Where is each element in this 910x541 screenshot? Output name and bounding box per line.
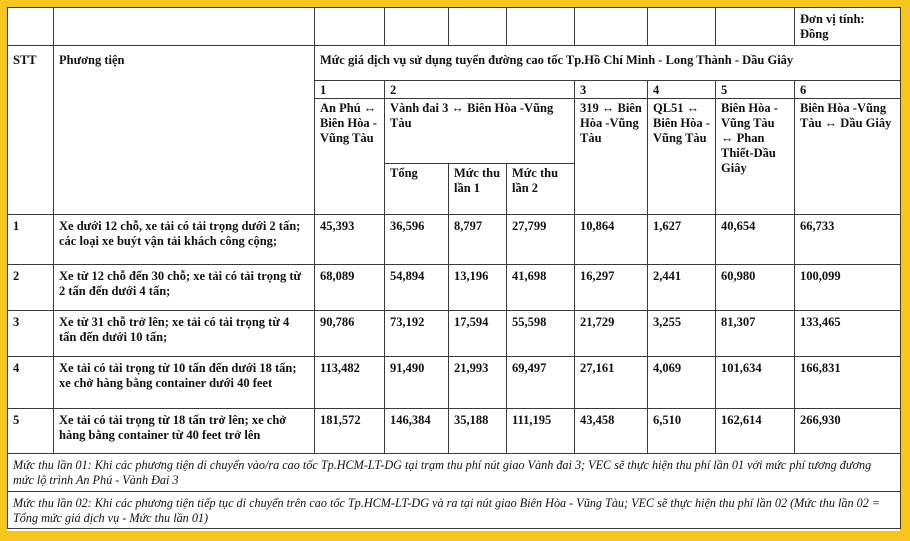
- header-row: [8, 46, 901, 81]
- fee-cell: 133,465: [795, 311, 901, 357]
- fee-cell: 35,188: [449, 409, 507, 454]
- fee-cell: 60,980: [716, 265, 795, 311]
- col-number: 3: [575, 81, 648, 99]
- route-header: Biên Hòa -Vũng Tàu ↔ Dầu Giây: [795, 99, 901, 215]
- main-header: Mức giá dịch vụ sử dụng tuyến đường cao tốc Tp.Hồ Chí Minh - Long Thành - Dầu Giây: [315, 46, 901, 81]
- fee-cell: 21,993: [449, 357, 507, 409]
- row-vehicle: Xe từ 31 chỗ trở lên; xe tải có tải trọng từ 4 tấn đến dưới 10 tấn;: [54, 311, 315, 357]
- fee-cell: 162,614: [716, 409, 795, 454]
- fee-cell: 81,307: [716, 311, 795, 357]
- fee-cell: 66,733: [795, 215, 901, 265]
- col-number: 6: [795, 81, 901, 99]
- fee-cell: 16,297: [575, 265, 648, 311]
- sub-header: Mức thu lần 2: [507, 164, 575, 215]
- row-vehicle: Xe dưới 12 chỗ, xe tải có tải trọng dưới 2 tấn; các loại xe buýt vận tải khách công cộng;: [54, 215, 315, 265]
- unit-row: [8, 8, 901, 46]
- col-number: 1: [315, 81, 385, 99]
- fee-cell: 113,482: [315, 357, 385, 409]
- fee-cell: 41,698: [507, 265, 575, 311]
- fee-cell: 1,627: [648, 215, 716, 265]
- fee-cell: 91,490: [385, 357, 449, 409]
- fee-cell: 45,393: [315, 215, 385, 265]
- route-header: Biên Hòa - Vũng Tàu ↔ Phan Thiết-Dầu Giây: [716, 99, 795, 215]
- note-row: [8, 492, 901, 529]
- fee-cell: 68,089: [315, 265, 385, 311]
- row-stt: 2: [8, 265, 54, 311]
- table-row: [8, 265, 901, 311]
- fee-cell: 4,069: [648, 357, 716, 409]
- fee-cell: 101,634: [716, 357, 795, 409]
- fee-cell: 27,161: [575, 357, 648, 409]
- fee-cell: 2,441: [648, 265, 716, 311]
- fee-cell: 166,831: [795, 357, 901, 409]
- fee-cell: 17,594: [449, 311, 507, 357]
- unit-label: Đơn vị tính: Đồng: [795, 8, 901, 46]
- note-text: Mức thu lần 01: Khi các phương tiện di chuyển vào/ra cao tốc Tp.HCM-LT-DG tại trạm thu phí nút giao Vành đai 3; VEC sẽ thực hiện thu phí lần 01 với mức phí tương đương mức lộ trình An Phú - Vành Đai 3: [8, 454, 901, 492]
- row-stt: 5: [8, 409, 54, 454]
- fee-cell: 266,930: [795, 409, 901, 454]
- stt-header: STT: [8, 46, 54, 215]
- row-stt: 1: [8, 215, 54, 265]
- fee-cell: 90,786: [315, 311, 385, 357]
- fee-cell: 6,510: [648, 409, 716, 454]
- sub-header: Mức thu lần 1: [449, 164, 507, 215]
- vehicle-header: Phương tiện: [54, 46, 315, 215]
- col-number: 2: [385, 81, 575, 99]
- fee-cell: 13,196: [449, 265, 507, 311]
- fee-cell: 36,596: [385, 215, 449, 265]
- fee-cell: 181,572: [315, 409, 385, 454]
- note-text: Mức thu lần 02: Khi các phương tiện tiếp tục di chuyển trên cao tốc Tp.HCM-LT-DG và ra tại nút giao Biên Hòa - Vũng Tàu; VEC sẽ thực hiện thu phí lần 02 (Mức thu lần 02 = Tổng mức giá dịch vụ - Mức thu lần 01): [8, 492, 901, 529]
- fee-table-frame: [7, 7, 900, 531]
- note-row: [8, 454, 901, 492]
- fee-cell: 21,729: [575, 311, 648, 357]
- table-row: [8, 409, 901, 454]
- route-header: 319 ↔ Biên Hòa -Vũng Tàu: [575, 99, 648, 215]
- fee-cell: 40,654: [716, 215, 795, 265]
- col-number: 5: [716, 81, 795, 99]
- fee-cell: 146,384: [385, 409, 449, 454]
- table-row: [8, 357, 901, 409]
- route-header: QL51 ↔ Biên Hòa -Vũng Tàu: [648, 99, 716, 215]
- fee-cell: 43,458: [575, 409, 648, 454]
- row-vehicle: Xe tải có tải trọng từ 18 tấn trở lên; xe chở hàng bằng container từ 40 feet trở lên: [54, 409, 315, 454]
- fee-cell: 8,797: [449, 215, 507, 265]
- fee-cell: 27,799: [507, 215, 575, 265]
- fee-cell: 10,864: [575, 215, 648, 265]
- fee-cell: 54,894: [385, 265, 449, 311]
- route-header: Vành đai 3 ↔ Biên Hòa -Vũng Tàu: [385, 99, 575, 164]
- fee-cell: 69,497: [507, 357, 575, 409]
- row-stt: 3: [8, 311, 54, 357]
- row-stt: 4: [8, 357, 54, 409]
- fee-cell: 3,255: [648, 311, 716, 357]
- fee-cell: 100,099: [795, 265, 901, 311]
- fee-cell: 55,598: [507, 311, 575, 357]
- row-vehicle: Xe tải có tải trọng từ 10 tấn đến dưới 18 tấn; xe chở hàng bằng container dưới 40 feet: [54, 357, 315, 409]
- toll-fee-table: [7, 7, 901, 529]
- fee-cell: 111,195: [507, 409, 575, 454]
- route-header: An Phú ↔ Biên Hòa -Vũng Tàu: [315, 99, 385, 215]
- col-number: 4: [648, 81, 716, 99]
- row-vehicle: Xe từ 12 chỗ đến 30 chỗ; xe tải có tải trọng từ 2 tấn đến dưới 4 tấn;: [54, 265, 315, 311]
- table-row: [8, 311, 901, 357]
- fee-cell: 73,192: [385, 311, 449, 357]
- sub-header: Tổng: [385, 164, 449, 215]
- table-row: [8, 215, 901, 265]
